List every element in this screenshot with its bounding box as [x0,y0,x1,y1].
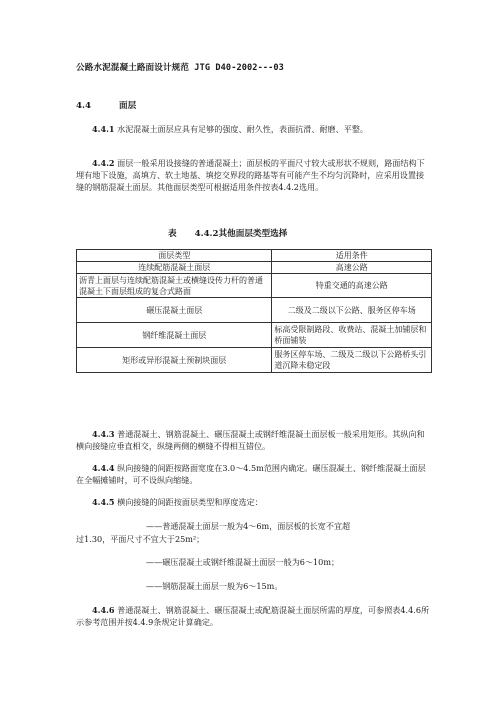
table-label: 表 [168,229,177,239]
clause-text: 普通混凝土、钢筋混凝土、碾压混凝土或钢纤维混凝土面层板一般采用矩形。其纵向和横向接缝应垂直相交，纵缝两侧的横缝不得相互错位。 [76,429,425,452]
clause-number: 4.4.6 [92,605,115,615]
section-heading [76,99,136,111]
table-row [77,274,432,298]
clause-number: 4.4.4 [92,463,115,473]
clause-number: 4.4.2 [92,158,115,168]
clause-number: 4.4.5 [92,497,115,507]
clause-4-4-1 [76,123,432,135]
cell-condition: 高速公路 [272,262,432,274]
section-title: 面层 [119,101,137,111]
clause-text: 普通混凝土、钢筋混凝土、碾压混凝土或配筋混凝土面层所需的厚度，可参照表4.4.6所示参考范围并按4.4.9条规定计算确定。 [76,605,430,628]
cell-pavement-type: 碾压混凝土面层 [77,298,272,323]
table-caption [168,227,287,239]
section-number: 4.4 [76,101,91,111]
clause-4-4-4 [76,462,432,486]
cell-pavement-type: 连续配筋混凝土面层 [77,262,272,274]
dash-item-ordinary-line1: ——普通混凝土面层一般为4～6m，面层板的长宽不宜超 [146,521,351,531]
cell-condition: 标高受限制路段、收费站、混凝土加铺层和桥面铺装 [272,323,432,348]
clause-4-4-5 [76,496,432,508]
dash-item-reinforced: ——钢筋混凝土面层一般为6～15m。 [146,581,283,591]
clause-4-4-2 [76,157,432,194]
cell-condition: 服务区停车场、二级及二级以下公路桥头引道沉降未稳定段 [272,348,432,373]
cell-condition: 特重交通的高速公路 [272,274,432,298]
clause-text: 横向接缝的间距按面层类型和厚度选定： [114,497,263,507]
dash-item-roller-compacted: ——碾压混凝土或钢纤维混凝土面层一般为6～10m； [146,557,340,567]
clause-4-4-3 [76,428,432,452]
clause-text: 水泥混凝土面层应具有足够的强度、耐久性，表面抗滑、耐磨、平整。 [114,124,369,134]
cell-condition: 二级及二级以下公路、服务区停车场 [272,298,432,323]
header-applicable-condition: 适用条件 [272,250,432,262]
clause-text: 纵向接缝的间距按路面宽度在3.0～4.5m范围内确定。碾压混凝土、钢纤维混凝土面层在全幅摊铺时，可不设纵向缩缝。 [76,463,426,486]
clause-4-4-6 [76,604,432,628]
clause-text: 面层一般采用设接缝的普通混凝土；面层板的平面尺寸较大或形状不规则，路面结构下埋有地下设施，高填方、软土地基、填挖交界段的路基等有可能产生不均匀沉降时，应采用设置接缝的钢筋混凝土面层。其他面层类型可根据适用条件按表4.4.2选用。 [76,158,425,193]
clause-number: 4.4.3 [92,429,115,439]
document-title: 公路水泥混凝土路面设计规范 JTG D40-2002---03 [76,63,284,73]
table-row [77,298,432,323]
table-header-row [77,250,432,262]
table-row [77,262,432,274]
table-row [77,323,432,348]
header-pavement-type: 面层类型 [77,250,272,262]
cell-pavement-type: 钢纤维混凝土面层 [77,323,272,348]
clause-number: 4.4.1 [92,124,115,134]
table-title: 4.4.2其他面层类型选择 [194,229,288,239]
table-row [77,348,432,373]
dash-item-ordinary-line2: 过1.30，平面尺寸不宜大于25m²； [76,534,205,544]
pavement-type-table [76,249,432,373]
cell-pavement-type: 矩形或异形混凝土预制块面层 [77,348,272,373]
cell-pavement-type: 沥青上面层与连续配筋混凝土或横缝设传力杆的普通混凝土下面层组成的复合式路面 [77,274,272,298]
